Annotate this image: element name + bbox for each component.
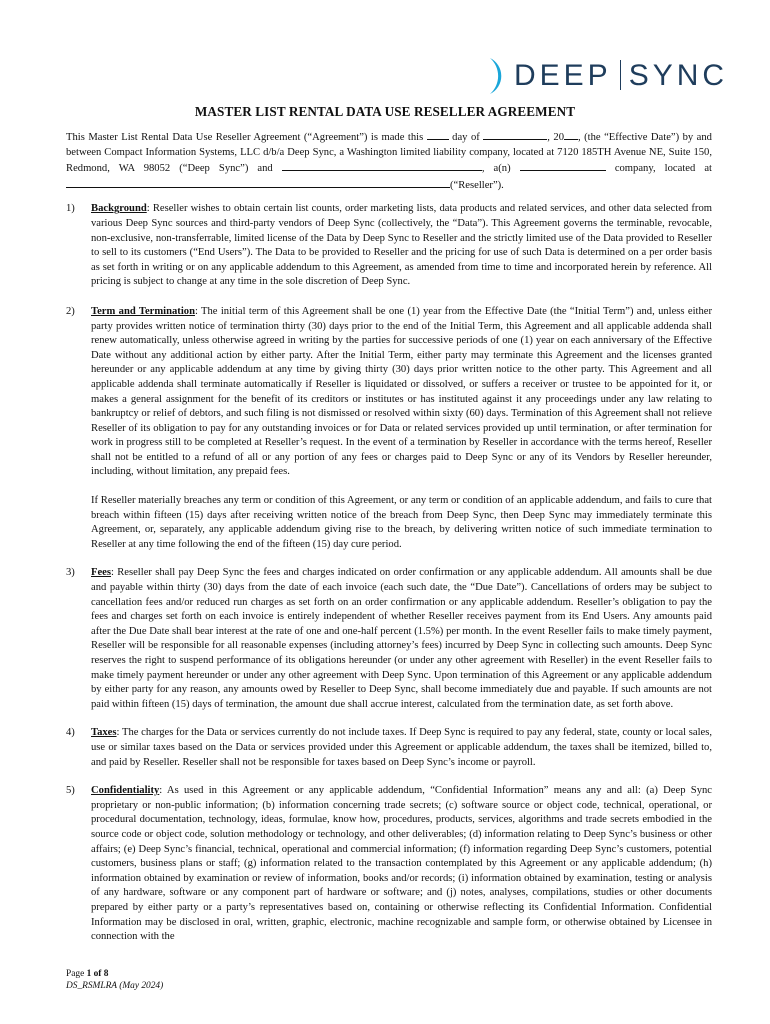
page-number: [66, 968, 163, 980]
section-heading: Term and Termination: [91, 305, 195, 317]
section-number: 2): [66, 305, 75, 317]
day-blank: [427, 129, 449, 140]
reseller-name-blank: [282, 160, 482, 171]
intro-text-6: company, located at: [614, 163, 712, 175]
section-heading: Fees: [91, 567, 111, 579]
intro-text-2: day of: [452, 132, 480, 143]
intro-text-3: , 20: [547, 132, 564, 143]
section-text: : The charges for the Data or services currently do not include taxes. If Deep Sync is required to pay any federal, state, county or local sales, use or similar taxes based on the Data or services provided under this Agreement or applicable addendum, the taxes shall be itemized, billed to, and paid by Reseller. Reseller shall not be responsible for taxes based on Deep Sync’s income or payroll.: [91, 727, 712, 768]
section-text: : As used in this Agreement or any applicable addendum, “Confidential Information” means any and all: (a) Deep Sync proprietary or non-public information; (b) information concerning trade secrets; (c) software source or object code, technical, operational, or procedural documentation, technology, ideas, formulae, know how, procedures, products, services, algorithms and trade secrets embodied in the source code or object code, solution methodology or technology, and other deliverables; (d) information relating to Deep Sync’s business or other affairs; (e) Deep Sync’s financial, technical, operational and commercial information; (f) information regarding Deep Sync’s customers, potential customers, business plans or staff; (g) information related to the transaction contemplated by this Agreement or any applicable addendum; (h) information obtained by examination or review of information, books and/or records; (i) information obtained by examination, testing or analysis of any hardware, software or any component part of hardware or software; and (j) notes, analyses, compilations, studies or other documents prepared by either party or a party’s representatives based on, containing or otherwise reflecting its Confidential Information. Confidential Information may be disclosed in oral, written, graphic, electronic, machine recognizable and sample form, or otherwise obtained by Licensee in connection with the: [91, 785, 712, 943]
section-number: 5): [66, 785, 75, 797]
document-reference: DS_RSMLRA (May 2024): [66, 981, 164, 991]
deep-sync-logo: [442, 44, 729, 108]
year-blank: [564, 129, 578, 140]
section-term-and-termination: [66, 305, 712, 480]
section-number: 1): [66, 203, 75, 215]
section-heading: Confidentiality: [91, 785, 160, 797]
intro-text-7: (“Reseller”).: [450, 179, 504, 191]
page-total: 8: [103, 969, 109, 979]
section-text: : The initial term of this Agreement shall be one (1) year from the Effective Date (the “Initial Term”) and, unless either party provides written notice of termination thirty (30) days prior to the end of the Initial Term, this Agreement and all applicable addenda shall renew automatically, unless otherwise agreed in writing by the parties for successive periods of one (1) year on each anniversary of the Effective Date without any additional action by either party. After the Initial Term, either party may terminate this Agreement and the licenses granted hereunder or any applicable addendum at any time by giving thirty (30) days prior written notice to the other party. This Agreement and all applicable addenda shall terminate automatically if Reseller is liquidated or dissolved, or suffers a receiver or trustee to be appointed for it, or makes a general assignment for the benefit of its creditors or institutes or has instituted against it any proceedings under any law relating to bankruptcy or relief of debtors, and such filing is not dismissed or resolved within sixty (60) days. Termination of this Agreement shall not relieve Reseller of its obligation to pay for any outstanding invoices or for Data or related services provided up until termination, or after termination for work in progress still to be completed at Reseller’s request. In the event of a termination by Reseller in accordance with the terms hereof, Reseller shall not be entitled to a refund of all or any portion of any fees or charges paid to Deep Sync or any of its Vendors by Reseller hereunder, including, without limitation, any prepaid fees.: [91, 305, 712, 478]
company-type-blank: [520, 160, 606, 171]
logo-word-deep: DEEP: [514, 59, 612, 92]
logo-wordmark: [514, 59, 728, 93]
intro-text-1: This Master List Rental Data Use Reseller Agreement (“Agreement”) is made this: [66, 132, 424, 143]
page-footer: [66, 968, 163, 992]
section-confidentiality: [66, 784, 712, 945]
section-taxes: [66, 726, 712, 770]
document-body: [66, 129, 712, 945]
section-heading: Background: [91, 203, 147, 215]
logo-divider: [620, 60, 621, 90]
section-text: : Reseller wishes to obtain certain list counts, order marketing lists, data products and related services, and other data selected from various Deep Sync sources and third-party vendors of Deep Sync (collectively, the “Data”). This Agreement governs the terminable, revocable, non-exclusive, non-transferrable, limited license of the Data by Deep Sync to Reseller and the strictly limited use of the Data provided to Reseller to sell to its customers (“End Users”). The Data to be provided to Reseller and the pricing for use of such Data is determined on a per order basis as set forth in writing or on any applicable addendum to this Agreement, as amended from time to time and incorporated herein by reference. All pricing is subject to change at any time in the sole discretion of Deep Sync.: [91, 203, 712, 288]
month-blank: [483, 129, 547, 140]
page-current: 1: [86, 969, 92, 979]
section-number: 3): [66, 567, 75, 579]
reseller-address-blank: [66, 177, 450, 188]
section-background: [66, 202, 712, 290]
page-prefix: Page: [66, 969, 85, 979]
intro-paragraph: [66, 129, 712, 193]
section-text: : Reseller shall pay Deep Sync the fees and charges indicated on order confirmation or any applicable addendum. All amounts shall be due and payable within thirty (30) days from the date of each invoice (each such date, the “Due Date”). Cancellations of orders may be subject to cancellation fees and/or reduced run charges as set forth on an order confirmation or any applicable addendum. Reseller’s obligation to pay the fees and charges set forth on each invoice is entirely independent of whether Reseller receives payment from its End Users. Any amounts paid after the Due Date shall bear interest at the rate of one and one-half percent (1.5%) per month. In the event Reseller fails to make timely payment, Reseller will be responsible for all reasonable expenses (including attorney’s fees) incurred by Deep Sync in collecting such amounts. Deep Sync reserves the right to suspend performance of its obligations hereunder (or under any other agreement with Reseller) in the event Reseller fails to make timely payment hereunder or under any other agreement with Deep Sync. Upon termination of this Agreement or any applicable addendum by either party for any reason, any amounts owed by Reseller to Deep Sync, shall become immediately due and payable. If such amounts are not paid within fifteen (15) days of termination, the amount due shall accrue interest, calculated from the termination date, as set forth above.: [91, 567, 712, 710]
page-of: of: [93, 969, 102, 979]
section-number: 4): [66, 727, 75, 739]
intro-text-4: , (the “Effective Date”) by and between Compact Information Systems, LLC d/b/a Deep Sync, a Washington limited liability company, located at 7120 185TH Avenue NE, Suite 150, Redmond, WA 98052 (“Deep Sync”) and: [66, 132, 712, 175]
logo-word-sync: SYNC: [628, 59, 729, 92]
deep-sync-logo-icon: [442, 44, 506, 108]
intro-text-5: , a(n): [481, 163, 511, 175]
section-fees: [66, 566, 712, 712]
section-term-breach-paragraph: If Reseller materially breaches any term or condition of this Agreement, or any term or condition of an applicable addendum, and fails to cure that breach within fifteen (15) days after receiving written notice of the breach from Deep Sync, then Deep Sync may immediately terminate this Agreement, or, separately, any applicable addendum giving rise to the breach, by delivering written notice of such immediate termination to Reseller at any time following the end of the fifteen (15) day cure period.: [91, 495, 712, 550]
section-heading: Taxes: [91, 727, 117, 739]
document-title: MASTER LIST RENTAL DATA USE RESELLER AGREEMENT: [194, 104, 576, 119]
